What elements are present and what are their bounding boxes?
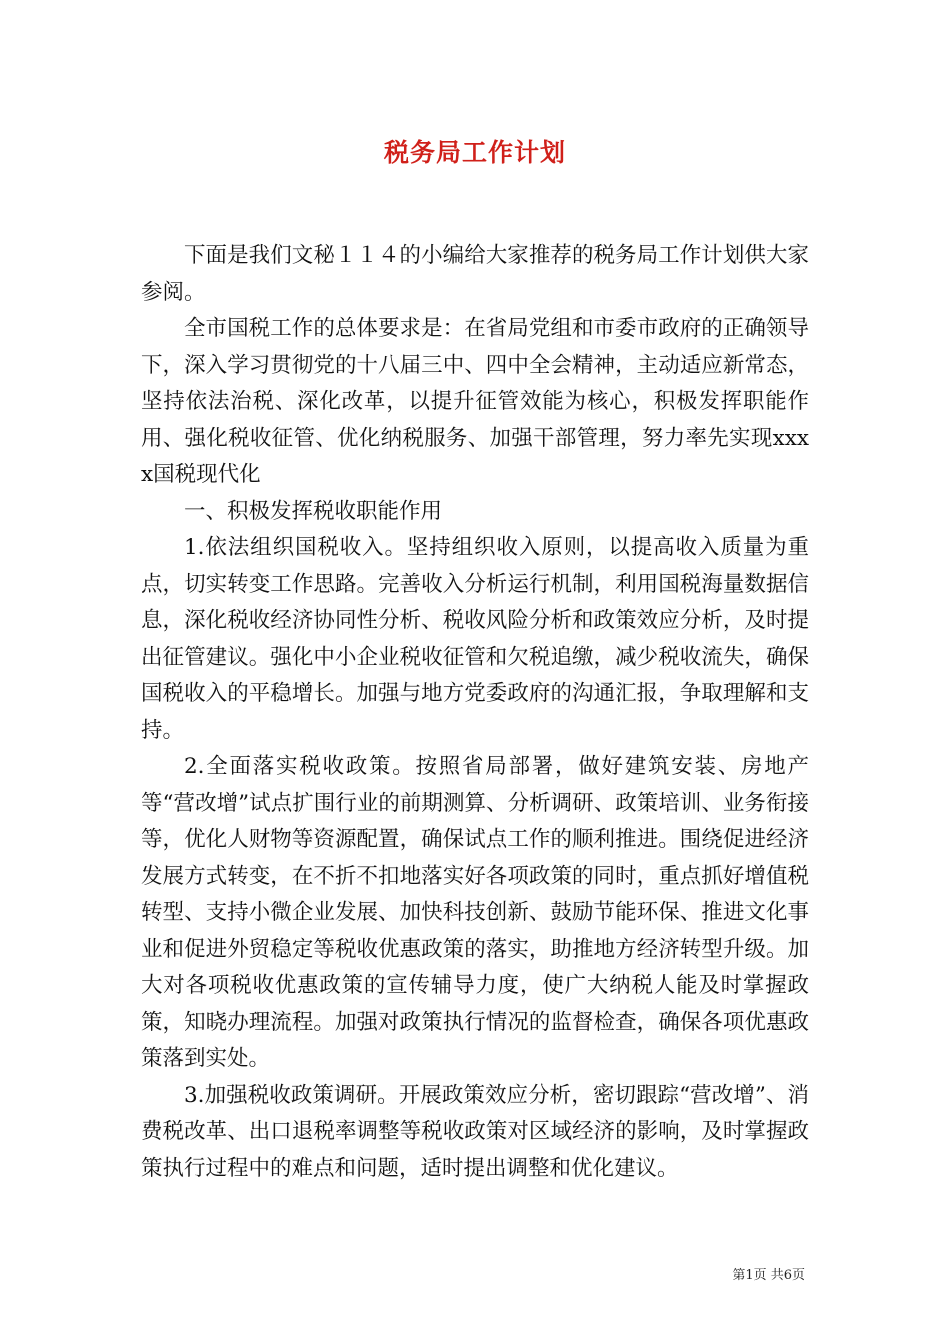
paragraph-item-1: 1.依法组织国税收入。坚持组织收入原则，以提高收入质量为重点，切实转变工作思路。完善收入分析运行机制，利用国税海量数据信息，深化税收经济协同性分析、税收风险分析和政策效应分析，及时提出征管建议。强化中小企业税收征管和欠税追缴，减少税收流失，确保国税收入的平稳增长。加强与地方党委政府的沟通汇报，争取理解和支持。 <box>141 535 809 743</box>
paragraph-item-2: 2.全面落实税收政策。按照省局部署，做好建筑安装、房地产等“营改增”试点扩围行业的前期测算、分析调研、政策培训、业务衔接等，优化人财物等资源配置，确保试点工作的顺利推进。围绕促进经济发展方式转变，在不折不扣地落实好各项政策的同时，重点抓好增值税转型、支持小微企业发展、加快科技创新、鼓励节能环保、推进文化事业和促进外贸稳定等税收优惠政策的落实，助推地方经济转型升级。加大对各项税收优惠政策的宣传辅导力度，使广大纳税人能及时掌握政策，知晓办理流程。加强对政策执行情况的监督检查，确保各项优惠政策落到实处。 <box>141 754 809 1071</box>
paragraph-intro: 下面是我们文秘１１４的小编给大家推荐的税务局工作计划供大家参阅。 <box>141 243 809 305</box>
page-number-footer: 第1页 共6页 <box>732 1268 805 1283</box>
document-body <box>141 238 809 1187</box>
paragraph-general-requirements: 全市国税工作的总体要求是：在省局党组和市委市政府的正确领导下，深入学习贯彻党的十八届三中、四中全会精神，主动适应新常态，坚持依法治税、深化改革，以提升征管效能为核心，积极发挥职能作用、强化税收征管、优化纳税服务、加强干部管理，努力率先实现xxxx国税现代化 <box>141 316 809 487</box>
document-title: 税务局工作计划 <box>383 138 566 167</box>
paragraph-item-3: 3.加强税收政策调研。开展政策效应分析，密切跟踪“营改增”、消费税改革、出口退税率调整等税收政策对区域经济的影响，及时掌握政策执行过程中的难点和问题，适时提出调整和优化建议。 <box>141 1082 809 1181</box>
section-heading-1: 一、积极发挥税收职能作用 <box>184 498 443 524</box>
